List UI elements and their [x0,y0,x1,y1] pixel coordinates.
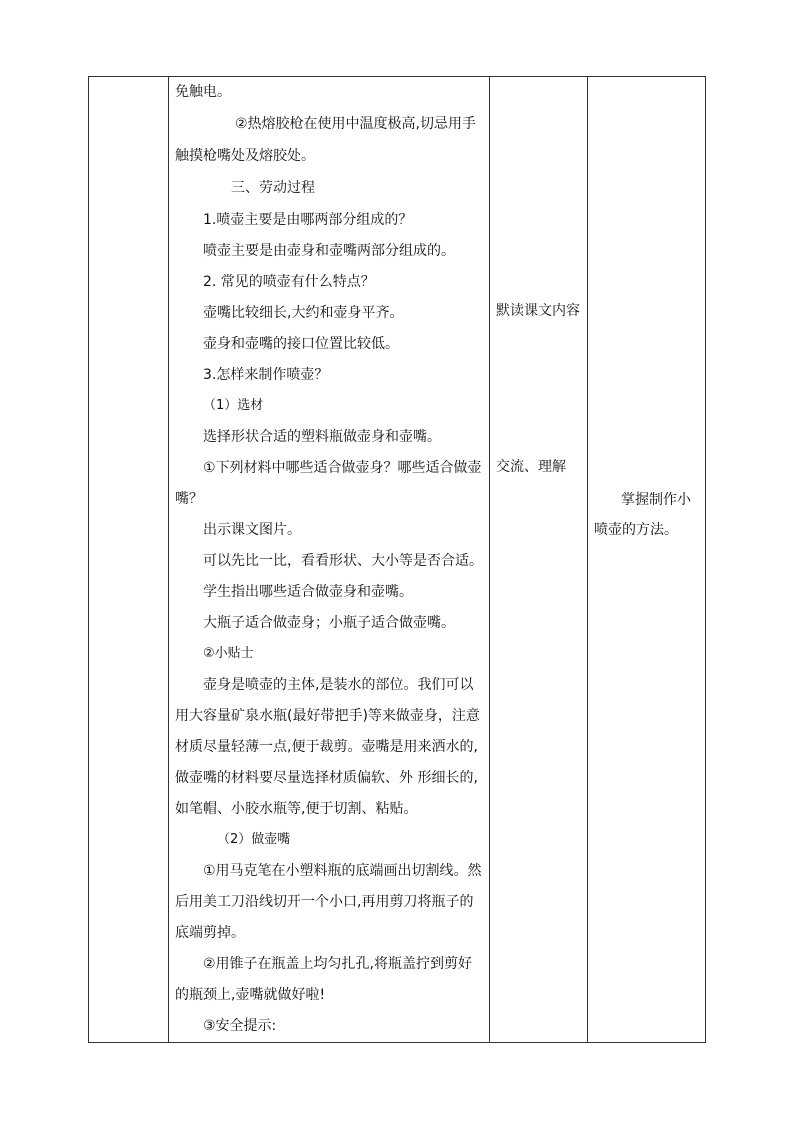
safety-tip-heading: ③安全提示: [203,1018,277,1034]
content-line: 用大容量矿泉水瓶(最好带把手)等来做壶身，注意 [175,708,480,724]
content-line: 后用美工刀沿线切开一个小口,再用剪刀将瓶子的 [175,894,474,910]
section-heading: 三、劳动过程 [231,180,315,196]
subsection-heading: （1）选材 [203,398,264,413]
content-line: 选择形状合适的塑料瓶做壶身和壶嘴。 [203,429,441,445]
lesson-table [88,76,706,1043]
answer-line: 喷壶主要是由壶身和壶嘴两部分组成的。 [203,243,455,259]
content-line: 如笔帽、小胶水瓶等,便于切割、粘贴。 [175,801,418,817]
content-line: 大瓶子适合做壶身；小瓶子适合做壶嘴。 [203,615,455,631]
teaching-content-cell [169,77,489,1042]
content-line: ①下列材料中哪些适合做壶身？哪些适合做壶 [203,460,482,476]
design-intent-line: 掌握制作小 [621,492,691,508]
content-line: 壶身是喷壶的主体,是装水的部位。我们可以 [203,677,474,693]
content-line: 做壶嘴的材料要尽量选择材质偏软、外 形细长的, [175,770,478,786]
content-line: ②热熔胶枪在使用中温度极高,切忌用手 [235,116,476,132]
content-line: 底端剪掉。 [175,925,245,941]
content-line: 材质尽量轻薄一点,便于裁剪。壶嘴是用来洒水的, [175,739,478,755]
content-line: 嘴？ [175,491,203,507]
student-activity-cell [490,77,587,1042]
answer-line: 壶身和壶嘴的接口位置比较低。 [203,336,399,352]
content-line: 触摸枪嘴处及熔胶处。 [175,148,315,164]
content-line: 可以先比一比，看看形状、大小等是否合适。 [203,553,483,569]
tip-heading: ②小贴士 [203,646,254,661]
content-line: ①用马克笔在小塑料瓶的底端画出切割线。然 [203,863,482,879]
subsection-heading: （2）做壶嘴 [217,832,291,847]
student-activity: 默读课文内容 [496,303,580,319]
content-line: 免触电。 [175,84,231,100]
question-line: 2. 常见的喷壶有什么特点？ [203,274,375,290]
content-line: 出示课文图片。 [203,522,301,538]
content-line: 学生指出哪些适合做壶身和壶嘴。 [203,584,413,600]
content-line: 的瓶颈上,壶嘴就做好啦! [175,987,326,1003]
content-line: ②用锥子在瓶盖上均匀扎孔,将瓶盖拧到剪好 [203,956,472,972]
design-intent-cell [588,77,706,1042]
question-line: 1.喷壶主要是由哪两部分组成的？ [203,212,413,228]
question-line: 3.怎样来制作喷壶？ [203,367,329,383]
answer-line: 壶嘴比较细长,大约和壶身平齐。 [203,305,404,321]
student-activity: 交流、理解 [496,459,566,475]
design-intent-line: 喷壶的方法。 [594,522,678,538]
